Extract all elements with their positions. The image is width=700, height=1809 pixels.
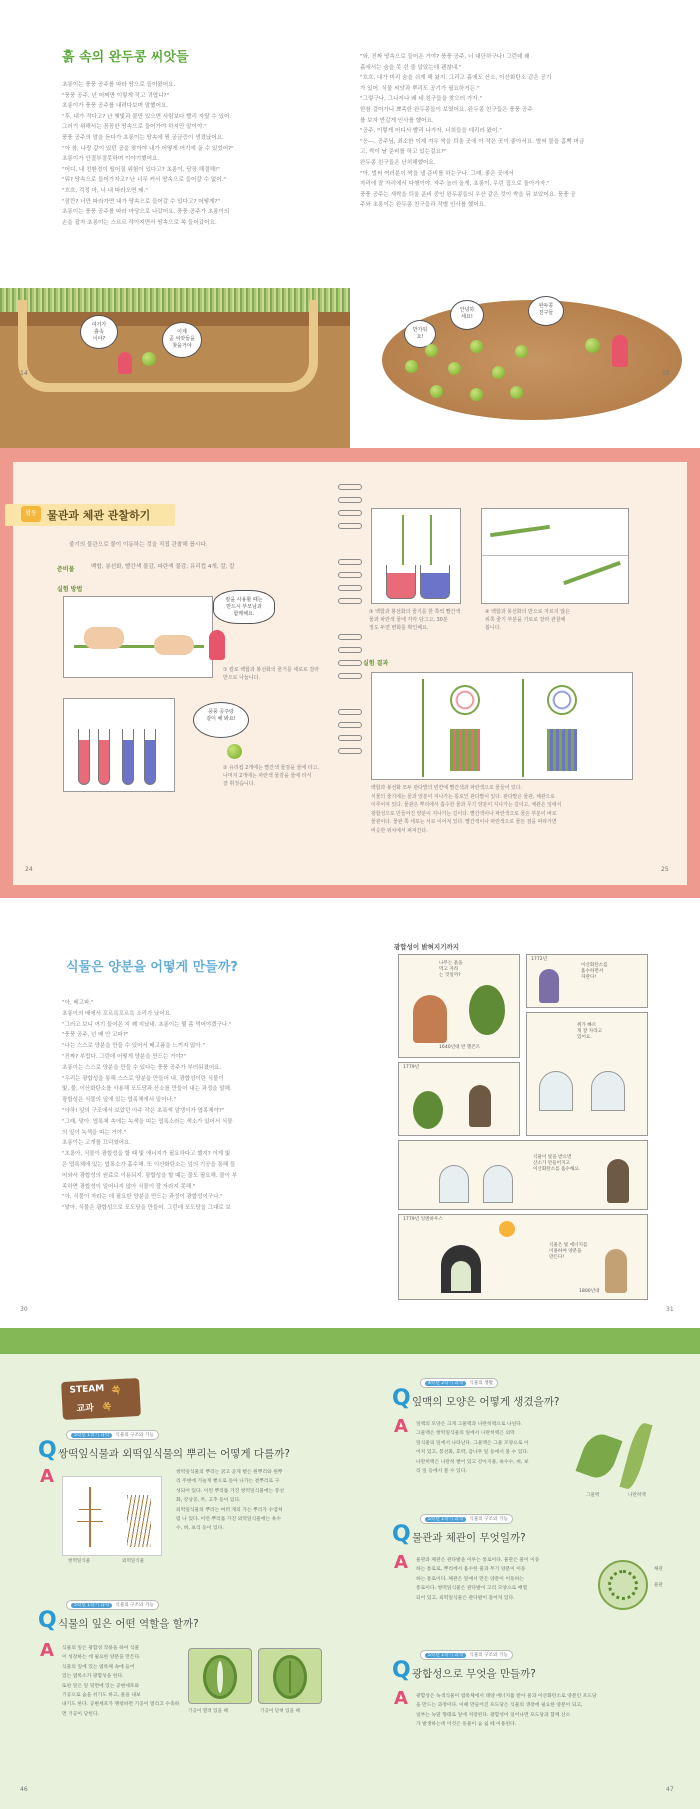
q-icon: Q [392,1386,411,1411]
speech-bubble: 칼을 사용할 때는 반드시 부모님과 함께해요. [213,590,275,624]
pea-character [492,366,505,379]
answer-text: 광합성은 녹색식물이 엽록체에서 태양 에너지를 받아 물과 이산화탄소로 양분인 포도당 을 만드는 과정이다. 이때 만들어진 포도당은 식물의 생장에 필요한 양분이 되고, 일부는 녹말 형태로 잎에 저장된다. 광합성이 일어나면 포도당과 함께 산소 가 발생하는데 이것은 동물이 숨 쉴 때 이용된다. [416,1694,597,1728]
step-2-text: ② 유리컵 2개에는 빨간색 물감을 물에 타고, 나머지 2개에는 파란색 물감을 물에 타서 잘 휘젓습니다. [223,765,320,787]
spiral-binding [338,482,362,872]
q-icon: Q [392,1658,411,1683]
step-3-illustration [371,508,461,604]
net-vein-leaf-illustration [576,1430,623,1483]
result-illustration [371,672,633,780]
left-page-text: "아, 배고파." 초롱이의 배에서 꼬르륵꼬르륵 소리가 났어요. "그러고 보니 여기 들어온 지 꽤 지났네. 초롱이는 뭘 좀 먹어야겠구나." "풍풍 공주, 넌 배 안 고파?" "나는 스스로 양분을 만들 수 있어서 배고픔을 느끼지 않아." "진짜? 부럽다. 그런데 어떻게 양분을 만드는 거야?" 초롱이는 스스로 양분을 만들 수 있다는 풍풍 공주가 부러워졌어요. "우리는 광합성을 통해 스스로 양분을 만들어 내. 광합성이란 식물이 빛, 물, 이산화탄소를 사용해 포도당과 산소를 만들어 내는 과정을 말해. 광합성은 식물의 잎에 있는 엽록체에서 일어나." "아하! 잎의 구조에서 보았던 아주 작은 초록색 알갱이가 엽록체야?" "그래, 맞아. 엽록체 속에는 녹색을 띠는 엽록소라는 색소가 있어서 식물 의 잎이 녹색을 띠는 거야." 초롱이는 고개를 끄덕였어요. "초롱아, 식물이 광합성을 할 때 빛 에너지가 필요하다고 했지? 이게 빛 은 엽록체에 있는 엽록소가 흡수해. 또 이산화탄소는 잎의 기공을 통해 들 어와서 광합성의 원료로 이용되지. 광합성을 할 때는 물도 필요해. 물이 부 족하면 광합성이 일어나지 않아 식물이 잘 자라지 못해." "아, 식물이 자라는 데 필요한 양분을 만드는 과정이 광합성이구나." "맞아. 식물은 광합성으로 포도당을 만들어. 그런데 포도당을 그대로 보 [62,1000,238,1212]
a-icon: A [394,1688,408,1709]
speech-bubble: 반가워 요! [404,320,436,348]
pea-character [405,360,418,373]
left-page-text: 초롱이는 풍풍 공주를 따라 땅으로 들어왔어요. "풍풍 공주, 넌 어쩌면 이렇게 작고 귀엽니?" 초롱이가 풍풍 공주를 내려다보며 말했어요. "후, 내가 작다고? 난 햇빛과 물만 있으면 사람보다 빨리 자랄 수 있어. 그러기 위해서는 꼼꼼한 땅속으로 들어가야 하지만 말이야." 풍풍 공주의 말을 듣다가 초롱이는 땅속에 뭔 궁금증이 생겼났어요. "아 참, 나랑 같이 있던 공을 찾아야 내가 어떻게 여기에 올 수 있었어?" 초롱이가 안절부절못하며 이야기했어요. "어디, 내 친환경이 떨어질 위험이 있다고? 초롱이, 당장 해결해!" "뭐? 땅속으로 들어가자고? 난 너무 커서 땅속으로 들어갈 수 없어." "흐흐, 걱정 마, 너 내 따라오면 돼." "잠깐? 너만 따라가면 내가 땅속으로 들어갈 수 있다고? 어떻게?" 초롱이는 풍풍 공주를 따라 마당으로 나갔어요. 풍풍 공주가 초롱이의 손을 잡자 초롱이는 스르르 작아지면서 땅속으로 쏙 들어갔어요. [62,82,234,226]
pea-character [470,340,483,353]
q-icon: Q [38,1438,57,1463]
a-icon: A [40,1466,54,1487]
pea-character [470,388,483,401]
comic-panel-6: 1779년 잉엔하우스 식물은 빛 에너지를 이용하여 양분을 만든다! 1800년대 [398,1214,648,1300]
a-icon: A [40,1640,54,1661]
stoma-closed-illustration [258,1648,322,1704]
pea-character [430,385,443,398]
page-number: 15 [662,370,670,377]
page-number: 25 [661,866,669,873]
girl-character [209,630,225,660]
spread-page-30-31 [0,898,700,1328]
speech-bubble: 안녕하 세요! [450,300,484,330]
activity-title: 물관과 체관 관찰하기 [47,509,151,522]
q-icon: Q [38,1608,57,1633]
page-number: 24 [25,866,33,873]
notebook-paper [13,462,687,885]
result-label: 실험 결과 [363,660,389,667]
speech-bubble: 완두콩 친구들 [528,296,564,326]
curriculum-tag: 5학년 1학기 과학 식물의 구조와 기능 [66,1600,159,1610]
qa-item: 5학년 1학기 과학 식물의 구조와 기능 Q 물관과 체관이 무엇일까? A 물관과 체관은 관다발을 이루는 통로이다. 물관은 물이 이동 하는 통로로, 뿌리에서 흡수한 물과 무기 양분이 이동 하는 통로이다. 체관은 잎에서 만든 양분이 이동하는 통로이다. 쌍떡잎식물은 관다발이 고리 모양으로 배열 되어 있고, 외떡잎식물은 관다발이 흩어져 있다. 체관 물관 [392,1514,682,1644]
step-1-illustration [63,596,213,678]
girl-character [118,352,132,374]
comic-panel-1: 나무는 흙을 먹고 자라 는 것일까? 1640년대 반 헬몬트 [398,954,520,1058]
pea-princess [142,352,156,366]
comic-panel-2: 이산화탄소를 흡수하면서 자란다! 1772년 [526,954,648,1008]
chapter-title: 흙 속의 완두콩 씨앗들 [62,50,189,65]
speech-bubble: 풍풍 공주랑 같이 해 봐요! [193,702,249,738]
spread-page-24-25 [0,448,700,898]
speech-bubble: 이제 곧 씨앗들을 찾을거야 [162,322,202,358]
comic-panel-3: 1779년 [398,1062,520,1136]
result-text: 백합과 봉선화 모두 관다발의 빈칸에 빨간색과 파란색으로 물들어 있다. 식물의 줄기에는 물과 양분이 지나가는 통로인 관다발이 있다. 관다발은 물관, 체관으로 이루어져 있다. 물관은 뿌리에서 흡수한 물과 무기 양분이 지나가는 길이고, 체관은 잎에서 광합성으로 만들어진 양분이 지나가는 길이다. 빨간색이나 파란색으로 물든 부분이 바로 물관이다. 물관 쪽 세포는 서로 이어져 있다. 빨간색이나 파란색으로 물든 점을 따라가면 비슷한 위치에서 퍼져간다. [371,785,562,834]
a-icon: A [394,1552,408,1573]
curriculum-tag: 4학년 2학기 과학 식물의 생활 [420,1378,498,1388]
curriculum-tag: 5학년 1학기 과학 식물의 구조와 기능 [420,1514,513,1524]
question-text: 광합성으로 무엇을 만들까? [412,1668,536,1680]
pea-character [425,344,438,357]
a-icon: A [394,1416,408,1437]
steam-badge: STEAM 쏙 교과 쏙 [61,1378,141,1420]
pea-character [448,362,461,375]
answer-text: 쌍떡잎식물의 뿌리는 굵고 곧게 뻗은 원뿌리와 원뿌 리 주변에 가늘게 뻗으로 돋아 나가는 곁뿌리로 구 성되어 있다. 이런 뿌리를 가진 쌍떡잎식물에는 봉선 화, 강낭콩, 무, 고추 등이 있다. 외떡잎식물의 뿌리는 여러 개의 가는 뿌리가 수염처 럼 나 있다. 이런 뿌리를 가진 외떡잎식물에는 옥수 수, 벼, 보리 등이 있다. [176,1470,284,1532]
top-band [0,1328,700,1354]
step-4-text: ④ 백합과 봉선화의 반으로 자르지 않은 위쪽 줄기 부분을 가로로 잘라 관찰해 봅니다. [485,609,570,631]
answer-text: 식물의 잎은 광합성 작용을 하여 식물 이 성장하는 데 필요한 양분을 만든다. 식물의 잎에 있는 엽록체 속에 들어 있는 엽록소가 광합성을 한다. 또한 잎은 잎 뒷면에 있는 공변세포와 기공으로 숨을 쉬기도 하고, 물을 내보 내기도 한다. 공변세포가 팽창하면 기공이 열리고 수축하면 기공이 닫힌다. [62,1646,180,1717]
step-1-text: ① 칼로 백합과 봉선화의 줄기를 세로로 잘라 반으로 나눕니다. [223,667,320,681]
comic-panel-5: 식물이 빛을 받으면 산소가 만들어지고 이산화탄소를 흡수해요. [398,1140,648,1210]
method-label: 실험 방법 [57,586,83,593]
qa-item [392,1650,682,1780]
step-2-illustration [63,698,175,792]
spread-page-46-47 [0,1328,700,1809]
curriculum-tag: 5학년 1학기 과학 식물의 구조와 기능 [420,1650,513,1660]
stoma-open-illustration [188,1648,252,1704]
page-number: 31 [666,1306,674,1313]
qa-item: 4학년 2학기 과학 식물의 생활 Q 잎맥의 모양은 어떻게 생겼을까? A 잎맥의 모양은 크게 그물맥과 나란히맥으로 나뉜다. 그물맥은 쌍떡잎식물의 잎에서 나란히맥은 외떡 잎식물의 잎에서 나타난다. 그물맥은 그물 모양으로 이 어져 있고, 봉선화, 호박, 감나무 잎 등에서 볼 수 있다. 나란히맥은 나란히 뻗어 있고 강아지풀, 옥수수, 벼, 보 리 잎 등에서 볼 수 있다. 그물맥 나란히맥 [392,1378,682,1508]
parallel-vein-leaf-illustration [619,1421,652,1491]
page-number: 14 [20,370,28,377]
answer-text: 잎맥의 모양은 크게 그물맥과 나란히맥으로 나뉜다. 그물맥은 쌍떡잎식물의 잎에서 나란히맥은 외떡 잎식물의 잎에서 나타난다. 그물맥은 그물 모양으로 이 어져 있고, 봉선화, 호박, 감나무 잎 등에서 볼 수 있다. 나란히맥은 나란히 뻗어 있고 강아지풀, 옥수수, 벼, 보 리 잎 등에서 볼 수 있다. [416,1422,529,1475]
qa-item: 5학년 1학기 과학 식물의 구조와 기능 Q 쌍떡잎식물과 외떡잎식물의 뿌리는 어떻게 다를까? A 쌍떡잎식물의 뿌리는 굵고 곧게 뻗은 원뿌리와 원뿌 리 주변에 가늘게 뻗으로 돋아 나가는 곁뿌리로 구 성되어 있다. 이런 뿌리를 가진 쌍떡잎식물에는 봉선 화, 강낭콩, 무, 고추 등이 있다. 외떡잎식물의 뿌리는 여러 개의 가는 뿌리가 수염처 럼 나 있다. 이런 뿌리를 가진 외떡잎식물에는 옥수 수, 벼, 보리 등이 있다. 쌍떡잎식물 외떡잎식물 [38,1430,338,1600]
right-page-text: "와, 진짜 땅속으로 들어온 거야? 풍풍 공주, 너 대단하구나! 그런데 왜 흙에서는 숨을 못 쉰 줄 알았는데 괜찮네." "흐흐, 내가 미리 숨을 쉬게 해 놨지. 그리고 흙에도 산소, 이산화탄소 같은 공기 가 있어. 식물 씨앗과 뿌리도 공기가 필요하거든." "그렇구나, 그나저나 왜 네 친구들을 찾으러 가자." 한참 걸어가니 뾰족한 완두콩들이 보였어요. 완두콩 친구들은 풍풍 공주 를 보자 반갑게 인사를 했어요. "공주, 이렇게 어디서 빨리 나가자. 너희들을 데리러 왔어." "응---, 공주님, 최소한 이제 겨우 싹을 틔울 곳에 이 작은 곳이 좋아서요. 별써 물을 흠뻑 머금 고, 싹이 날 준비를 하고 있는걸요?" 완두콩 친구들은 난처해했어요. "아, 벌써 여러분이 싹을 낼 준비를 하는구나. 그래, 좋은 곳에서 자리에 잘 자리에서 다행이야. 자주 놀러 올게, 초롱이, 우린 집으로 돌아가자." 풍풍 공주는 새싹을 틔울 준비 중인 완두콩들의 우산 같은 것이 싹을 뒤 보았어요. 풍풍 공 주와 초롱이는 완두콩 친구들과 작별 인사를 했어요. [360,54,585,209]
step-3-text: ③ 백합과 봉선화의 줄기를 한 쪽씩 빨간색 물과 파란색 물에 각각 담그고, 30분 정도 두면 변화를 확인해요. [369,609,461,631]
q-icon: Q [392,1522,411,1547]
question-text: 물관과 체관이 무엇일까? [412,1532,526,1544]
comic-panel-4: 쥐가 빠르 게 잘 자라고 있어요. [526,1012,648,1136]
girl-character [612,335,628,367]
qa-item: 5학년 1학기 과학 식물의 구조와 기능 Q 식물의 잎은 어떤 역할을 할까? A 식물의 잎은 광합성 작용을 하여 식물 이 성장하는 데 필요한 양분을 만든다. 식물의 잎에 있는 엽록체 속에 들어 있는 엽록소가 광합성을 한다. 또한 잎은 잎 뒷면에 있는 공변세포와 기공으로 숨을 쉬기도 하고, 물을 내보 내기도 한다. 공변세포가 팽창하면 기공이 열리고 수축하면 기공이 닫힌다. 기공이 열려 있을 때 기공이 닫혀 있을 때 [38,1600,338,1790]
step-4-illustration [481,508,629,604]
stem-cross-section-illustration [598,1560,648,1610]
activity-badge: 활동 [21,506,41,522]
chapter-title: 식물은 양분을 어떻게 만들까? [66,960,238,975]
intro-text: 줄기의 물관으로 물이 이동하는 것을 직접 관찰해 봅시다. [69,542,208,548]
speech-bubble: 여기가 흙속 이야? [80,315,118,349]
answer-text: 물관과 체관은 관다발을 이루는 통로이다. 물관은 물이 이동 하는 통로로, 뿌리에서 흡수한 물과 무기 양분이 이동 하는 통로이다. 체관은 잎에서 만든 양분이 이동하는 통로이다. 쌍떡잎식물은 관다발이 고리 모양으로 배열 되어 있고, 외떡잎식물은 관다발이 흩어져 있다. [416,1558,540,1601]
page-number: 46 [20,1786,28,1793]
pea-character [510,386,523,399]
question-text: 쌍떡잎식물과 외떡잎식물의 뿌리는 어떻게 다를까? [58,1448,290,1460]
spread-page-14-15 [0,0,700,448]
pea-princess [585,338,600,353]
question-text: 잎맥의 모양은 어떻게 생겼을까? [412,1396,560,1408]
roots-illustration [62,1476,162,1556]
materials-text: 백합, 봉선화, 빨간색 물감, 파란색 물감, 유리컵 4개, 칼, 칼 [91,564,235,570]
comic-header: 광합성이 밝혀지기까지 [394,943,460,951]
curriculum-tag: 5학년 1학기 과학 식물의 구조와 기능 [66,1430,159,1440]
page-number: 30 [20,1306,28,1313]
pea-princess [227,744,242,759]
question-text: 식물의 잎은 어떤 역할을 할까? [58,1618,199,1630]
materials-label: 준비물 [57,566,75,573]
page-number: 47 [666,1786,674,1793]
pea-character [515,345,528,358]
